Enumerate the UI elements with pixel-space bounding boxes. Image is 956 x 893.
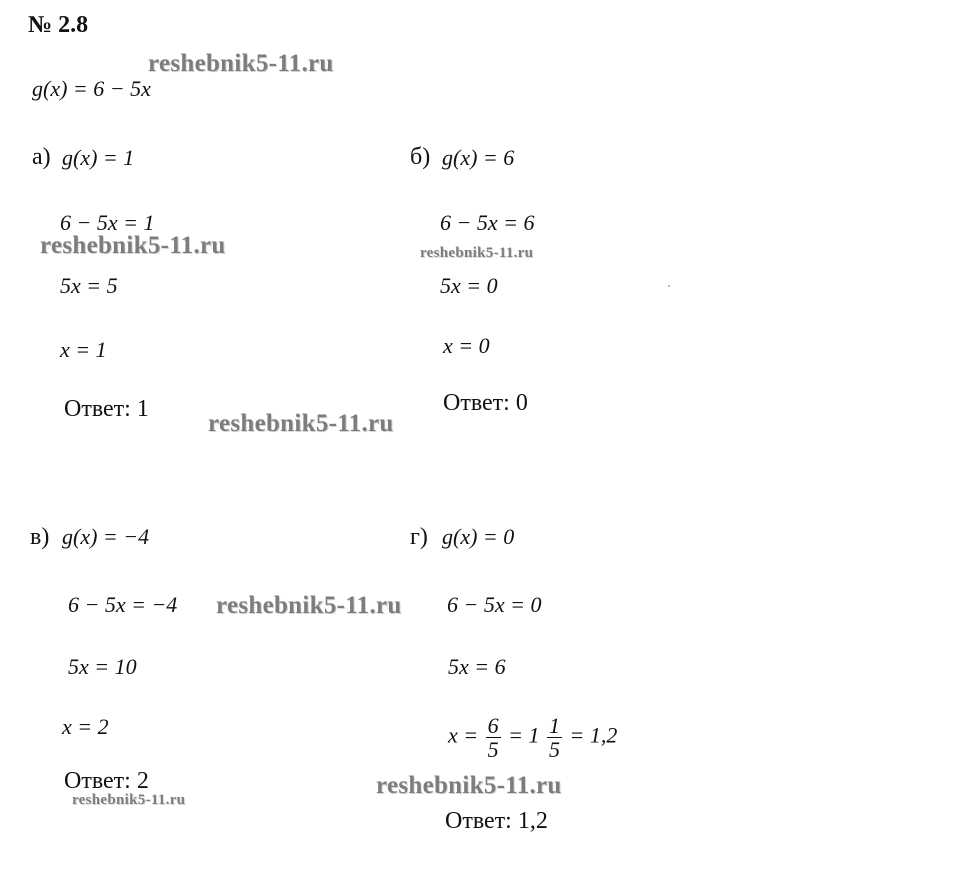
fraction-denominator: 5: [487, 737, 499, 763]
part-a-step-2: 5x = 5: [60, 273, 118, 298]
part-b-label: б): [410, 144, 431, 170]
part-g-answer: Ответ: 1,2: [445, 808, 548, 834]
function-definition: g(x) = 6 − 5x: [32, 76, 151, 101]
watermark: reshebnik5-11.ru: [376, 772, 562, 799]
part-g-final-equation: [448, 714, 617, 761]
watermark: reshebnik5-11.ru: [148, 50, 334, 77]
part-g-step-2: 5x = 6: [448, 654, 506, 679]
watermark: reshebnik5-11.ru: [72, 792, 186, 808]
part-a-label: а): [32, 144, 51, 170]
part-b-step-2: 5x = 0: [440, 273, 498, 298]
part-b-step-1: 6 − 5x = 6: [440, 210, 535, 235]
final-lhs: x =: [448, 722, 479, 748]
fraction-six-fifths: [486, 714, 501, 761]
problem-number: № 2.8: [28, 12, 89, 38]
part-v-step-3: x = 2: [62, 714, 109, 739]
mixed-denominator: 5: [548, 737, 560, 763]
mixed-fraction-part: [547, 714, 562, 761]
fraction-numerator: 6: [487, 713, 499, 738]
part-b-answer: Ответ: 0: [443, 390, 528, 416]
part-g-label: г): [410, 524, 428, 550]
part-v-step-2: 5x = 10: [68, 654, 137, 679]
part-g-step-1: 6 − 5x = 0: [447, 592, 542, 617]
part-a-answer: Ответ: 1: [64, 396, 149, 422]
part-v-step-1: 6 − 5x = −4: [68, 592, 178, 617]
part-b-step-3: x = 0: [443, 333, 490, 358]
part-b-condition: g(x) = 6: [442, 145, 515, 170]
watermark: reshebnik5-11.ru: [208, 410, 394, 437]
watermark: reshebnik5-11.ru: [40, 232, 226, 259]
part-v-condition: g(x) = −4: [62, 524, 150, 549]
mixed-numerator: 1: [548, 713, 560, 738]
part-a-step-1: 6 − 5x = 1: [60, 210, 155, 235]
watermark: reshebnik5-11.ru: [216, 592, 402, 619]
watermark: reshebnik5-11.ru: [420, 245, 534, 261]
part-a-condition: g(x) = 1: [62, 145, 135, 170]
final-eq-1: = 1: [508, 722, 540, 748]
speck: [668, 285, 670, 287]
part-a-step-3: x = 1: [60, 337, 107, 362]
part-v-label: в): [30, 524, 50, 550]
final-eq-2: = 1,2: [569, 722, 618, 748]
part-g-condition: g(x) = 0: [442, 524, 515, 549]
part-v-answer: Ответ: 2: [64, 768, 149, 794]
